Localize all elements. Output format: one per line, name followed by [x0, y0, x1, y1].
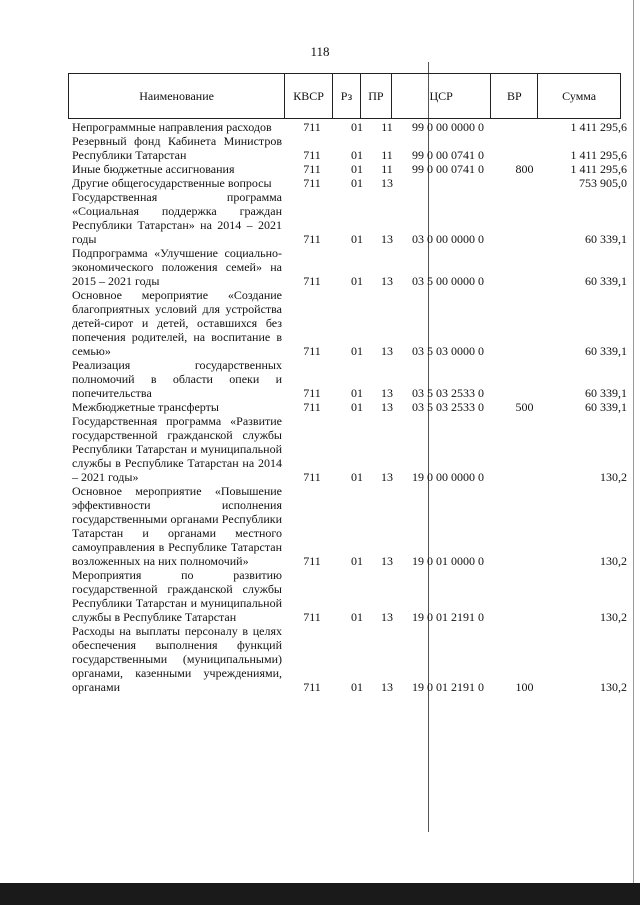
- header-pr: ПР: [361, 74, 392, 118]
- cell-kvsr: 711: [303, 162, 321, 176]
- cell-csr: 19 0 01 2191 0: [412, 680, 484, 694]
- cell-kvsr: 711: [303, 386, 321, 400]
- cell-pr: 11: [381, 162, 393, 176]
- header-name: Наименование: [69, 74, 285, 118]
- cell-kvsr: 711: [303, 274, 321, 288]
- cell-rz: 01: [351, 176, 363, 190]
- cell-name: Другие общегосударственные вопросы: [72, 176, 272, 190]
- cell-sum: 60 339,1: [585, 232, 627, 246]
- cell-pr: 13: [381, 176, 393, 190]
- header-rz: Рз: [333, 74, 361, 118]
- cell-kvsr: 711: [303, 400, 321, 414]
- scan-bottom-edge: [0, 883, 640, 905]
- cell-kvsr: 711: [303, 470, 321, 484]
- table-row: [72, 400, 627, 414]
- table-row: [72, 246, 627, 288]
- cell-name: Подпрограмма «Улучшение социально-экономического положения семей» на 2015 – 2021 годы: [72, 246, 282, 288]
- cell-sum: 60 339,1: [585, 400, 627, 414]
- table-row: [72, 568, 627, 624]
- cell-kvsr: 711: [303, 554, 321, 568]
- cell-rz: 01: [351, 554, 363, 568]
- cell-name: Реализация государственных полномочий в области опеки и попечительства: [72, 358, 282, 400]
- cell-name: Межбюджетные трансферты: [72, 400, 219, 414]
- cell-name: Мероприятия по развитию государственной гражданской службы Республики Татарстан и муниципальной службы в Республике Татарстан: [72, 568, 282, 624]
- header-csr: ЦСР: [392, 74, 492, 118]
- cell-name: Основное мероприятие «Повышение эффективности исполнения государственными органами Республики Татарстан и органами местного самоуправления в Республике Татарстан возложенных на них полномочий»: [72, 484, 282, 568]
- cell-pr: 11: [381, 120, 393, 134]
- table-row: [72, 484, 627, 568]
- cell-name: Государственная программа «Социальная поддержка граждан Республики Татарстан» на 2014 – 2021 годы: [72, 190, 282, 246]
- cell-csr: 19 0 01 0000 0: [412, 554, 484, 568]
- table-header: [68, 73, 621, 119]
- cell-pr: 13: [381, 386, 393, 400]
- cell-pr: 13: [381, 232, 393, 246]
- cell-pr: 13: [381, 610, 393, 624]
- cell-vr: 800: [515, 162, 534, 176]
- cell-name: Непрограммные направления расходов: [72, 120, 272, 134]
- cell-vr: 100: [515, 680, 534, 694]
- cell-name: Резервный фонд Кабинета Министров Республики Татарстан: [72, 134, 282, 162]
- cell-rz: 01: [351, 680, 363, 694]
- cell-csr: 99 0 00 0741 0: [412, 148, 484, 162]
- cell-rz: 01: [351, 148, 363, 162]
- cell-rz: 01: [351, 162, 363, 176]
- cell-sum: 60 339,1: [585, 386, 627, 400]
- table-row: [72, 624, 627, 694]
- cell-rz: 01: [351, 470, 363, 484]
- cell-pr: 11: [381, 148, 393, 162]
- cell-rz: 01: [351, 400, 363, 414]
- page-number: 118: [310, 44, 330, 59]
- cell-csr: 99 0 00 0741 0: [412, 162, 484, 176]
- cell-csr: 03 5 03 2533 0: [412, 400, 484, 414]
- cell-pr: 13: [381, 680, 393, 694]
- header-kvsr: КВСР: [285, 74, 333, 118]
- scan-artifact-line-right: [633, 0, 634, 905]
- cell-pr: 13: [381, 344, 393, 358]
- cell-pr: 13: [381, 470, 393, 484]
- table-row: [72, 162, 627, 176]
- cell-rz: 01: [351, 610, 363, 624]
- table-row: [72, 414, 627, 484]
- table-row: [72, 288, 627, 358]
- cell-vr: 500: [515, 400, 534, 414]
- cell-sum: 1 411 295,6: [570, 120, 627, 134]
- cell-kvsr: 711: [303, 232, 321, 246]
- cell-sum: 753 905,0: [579, 176, 627, 190]
- cell-pr: 13: [381, 554, 393, 568]
- table-row: [72, 176, 627, 190]
- cell-pr: 13: [381, 400, 393, 414]
- table-row: [72, 134, 627, 162]
- cell-kvsr: 711: [303, 680, 321, 694]
- cell-csr: 03 5 03 0000 0: [412, 344, 484, 358]
- cell-kvsr: 711: [303, 610, 321, 624]
- cell-rz: 01: [351, 120, 363, 134]
- cell-rz: 01: [351, 344, 363, 358]
- cell-sum: 1 411 295,6: [570, 148, 627, 162]
- cell-kvsr: 711: [303, 148, 321, 162]
- cell-csr: 19 0 00 0000 0: [412, 470, 484, 484]
- header-vr: ВР: [491, 74, 538, 118]
- cell-csr: 03 0 00 0000 0: [412, 232, 484, 246]
- cell-rz: 01: [351, 232, 363, 246]
- cell-name: Государственная программа «Развитие государственной гражданской службы Республики Татарстан и муниципальной службы в Республике Татарстан на 2014 – 2021 годы»: [72, 414, 282, 484]
- cell-sum: 60 339,1: [585, 344, 627, 358]
- cell-csr: 19 0 01 2191 0: [412, 610, 484, 624]
- cell-pr: 13: [381, 274, 393, 288]
- cell-rz: 01: [351, 274, 363, 288]
- cell-sum: 130,2: [600, 554, 627, 568]
- cell-sum: 130,2: [600, 610, 627, 624]
- cell-name: Основное мероприятие «Создание благоприятных условий для устройства детей-сирот и детей, оставшихся без попечения родителей, на воспитание в семью»: [72, 288, 282, 358]
- header-sum: Сумма: [562, 88, 597, 103]
- cell-csr: 99 0 00 0000 0: [412, 120, 484, 134]
- cell-sum: 130,2: [600, 470, 627, 484]
- cell-sum: 1 411 295,6: [570, 162, 627, 176]
- cell-sum: 130,2: [600, 680, 627, 694]
- cell-name: Иные бюджетные ассигнования: [72, 162, 235, 176]
- cell-name: Расходы на выплаты персоналу в целях обеспечения выполнения функций государственными (муниципальными) органами, казенными учреждениями, органами: [72, 624, 282, 694]
- cell-kvsr: 711: [303, 120, 321, 134]
- cell-csr: 03 5 00 0000 0: [412, 274, 484, 288]
- table-body: [72, 120, 627, 694]
- cell-rz: 01: [351, 386, 363, 400]
- table-row: [72, 120, 627, 134]
- table-row: [72, 190, 627, 246]
- table-row: [72, 358, 627, 400]
- cell-kvsr: 711: [303, 344, 321, 358]
- cell-csr: 03 5 03 2533 0: [412, 386, 484, 400]
- cell-kvsr: 711: [303, 176, 321, 190]
- cell-sum: 60 339,1: [585, 274, 627, 288]
